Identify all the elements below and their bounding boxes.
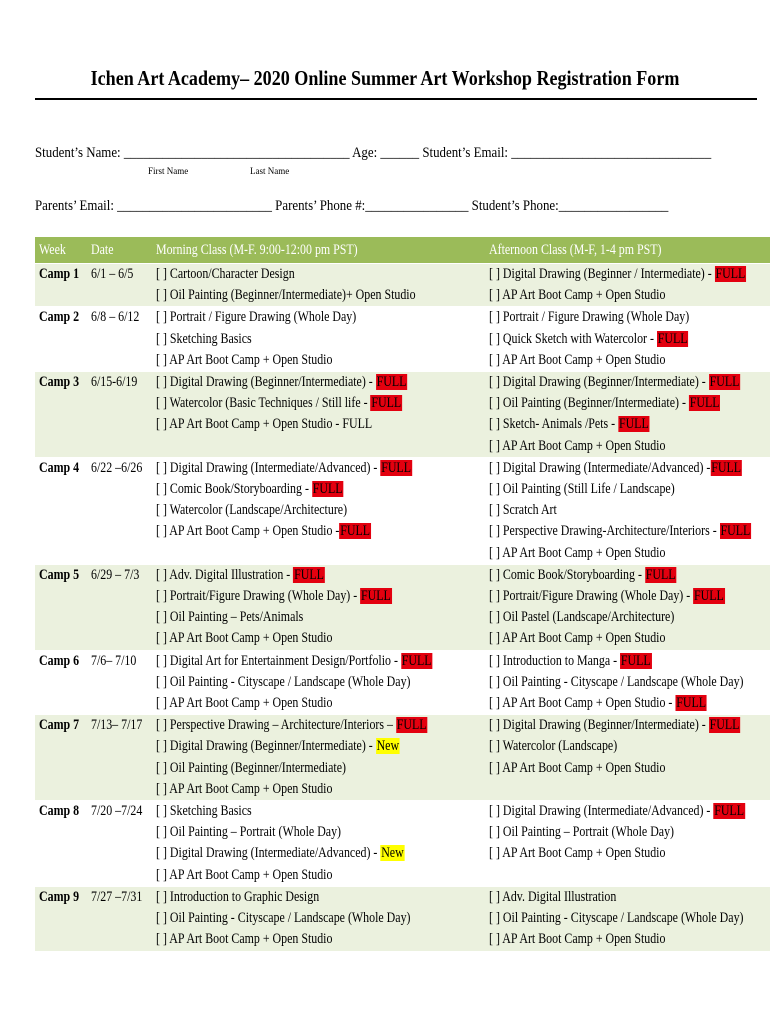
camp-label: Camp 2 — [39, 309, 80, 326]
class-option[interactable]: [ ] Watercolor (Basic Techniques / Still life - FULL — [155, 395, 401, 412]
camp-dates: 7/13– 7/17 — [87, 715, 152, 801]
table-row — [35, 307, 770, 372]
class-option[interactable]: [ ] Digital Drawing (Beginner / Intermediate) - FULL — [488, 266, 746, 282]
class-option[interactable]: [ ] AP Art Boot Camp + Open Studio — [488, 544, 666, 561]
camp-dates: 7/27 –7/31 — [87, 886, 152, 950]
new-badge: New — [376, 738, 399, 755]
morning-classes — [152, 801, 485, 887]
class-option[interactable]: [ ] Introduction to Graphic Design — [155, 888, 319, 905]
morning-classes — [152, 307, 485, 372]
full-badge: FULL — [711, 459, 741, 476]
class-option[interactable]: [ ] Oil Painting - Cityscape / Landscape (Whole Day) — [155, 673, 411, 690]
full-badge: FULL — [645, 566, 676, 583]
class-option[interactable]: [ ] AP Art Boot Camp + Open Studio - FULL — [488, 695, 706, 712]
class-option[interactable]: [ ] Digital Drawing (Intermediate/Advanced) - FULL — [488, 803, 744, 820]
new-badge: New — [380, 845, 404, 862]
class-option[interactable]: [ ] Perspective Drawing – Architecture/Interiors – FULL — [155, 717, 427, 734]
class-option[interactable]: [ ] Comic Book/Storyboarding - FULL — [488, 566, 676, 583]
class-option[interactable]: [ ] Digital Drawing (Intermediate/Advanced) - New — [155, 845, 404, 862]
class-option[interactable]: [ ] Comic Book/Storyboarding - FULL — [155, 481, 343, 498]
header-morning: Morning Class (M-F. 9:00-12:00 pm PST) — [152, 237, 485, 264]
class-option[interactable]: [ ] Oil Painting - Cityscape / Landscape (Whole Day) — [488, 910, 744, 927]
class-option[interactable]: [ ] Watercolor (Landscape/Architecture) — [155, 502, 347, 519]
full-badge: FULL — [376, 374, 407, 391]
camp-label: Camp 4 — [39, 459, 80, 476]
camp-label: Camp 6 — [39, 652, 80, 669]
page-title: Ichen Art Academy– 2020 Online Summer Art Workshop Registration Form — [90, 66, 680, 90]
morning-classes — [152, 650, 485, 715]
class-option[interactable]: [ ] Cartoon/Character Design — [155, 266, 295, 282]
class-option[interactable]: [ ] AP Art Boot Camp + Open Studio — [488, 630, 666, 647]
camp-label: Camp 5 — [35, 564, 87, 650]
title-divider — [35, 98, 757, 100]
camp-dates: 6/8 – 6/12 — [90, 309, 140, 326]
class-option[interactable]: [ ] Oil Painting (Beginner/Intermediate)+ Open Studio — [155, 287, 416, 304]
class-option[interactable]: [ ] Oil Painting (Beginner/Intermediate) — [155, 759, 346, 776]
class-option[interactable]: [ ] AP Art Boot Camp + Open Studio -FULL — [155, 523, 370, 540]
full-badge: FULL — [360, 588, 391, 605]
full-badge: FULL — [709, 717, 740, 734]
class-option[interactable]: [ ] Adv. Digital Illustration - FULL — [155, 566, 324, 583]
student-info-line[interactable]: Student’s Name: ___________________________________ Age: ______ Student’s Email: _______________________________ — [35, 145, 712, 161]
camp-label: Camp 3 — [35, 372, 87, 458]
full-badge: FULL — [618, 416, 649, 433]
camp-dates: 6/15-6/19 — [87, 372, 152, 458]
morning-classes — [152, 886, 485, 950]
class-option[interactable]: [ ] AP Art Boot Camp + Open Studio — [155, 351, 333, 368]
class-option[interactable]: [ ] AP Art Boot Camp + Open Studio — [155, 866, 333, 883]
class-option[interactable]: [ ] Oil Pastel (Landscape/Architecture) — [488, 609, 675, 626]
afternoon-classes — [485, 564, 770, 650]
header-afternoon: Afternoon Class (M-F, 1-4 pm PST) — [485, 237, 770, 264]
class-option[interactable]: [ ] Oil Painting – Pets/Animals — [155, 609, 304, 626]
table-row — [35, 715, 770, 801]
table-row — [35, 457, 770, 564]
morning-classes — [152, 715, 485, 801]
camp-label: Camp 1 — [35, 264, 87, 307]
class-option[interactable]: [ ] Quick Sketch with Watercolor - FULL — [488, 330, 688, 347]
table-row — [35, 564, 770, 650]
class-option[interactable]: [ ] Digital Drawing (Beginner/Intermediate) - FULL — [155, 374, 407, 391]
class-option[interactable]: [ ] Oil Painting (Still Life / Landscape) — [488, 481, 675, 498]
workshop-schedule-table — [35, 237, 770, 951]
class-option[interactable]: [ ] Perspective Drawing-Architecture/Interiors - FULL — [488, 523, 751, 540]
class-option[interactable]: [ ] Portrait/Figure Drawing (Whole Day) - FULL — [155, 588, 391, 605]
class-option[interactable]: [ ] AP Art Boot Camp + Open Studio — [488, 437, 666, 454]
afternoon-classes — [485, 801, 770, 887]
full-badge: FULL — [396, 717, 427, 734]
class-option[interactable]: [ ] AP Art Boot Camp + Open Studio — [155, 931, 333, 948]
full-badge: FULL — [693, 588, 724, 605]
full-badge: FULL — [720, 523, 751, 540]
class-option[interactable]: [ ] AP Art Boot Camp + Open Studio — [155, 695, 333, 712]
class-option[interactable]: [ ] Oil Painting – Portrait (Whole Day) — [488, 824, 674, 841]
first-name-caption: First Name — [148, 166, 189, 176]
camp-dates: 6/1 – 6/5 — [87, 264, 152, 307]
table-row — [35, 372, 770, 458]
schedule-body — [35, 264, 770, 951]
class-option[interactable]: [ ] Oil Painting - Cityscape / Landscape (Whole Day) — [155, 910, 411, 927]
class-option[interactable]: [ ] Adv. Digital Illustration — [488, 888, 617, 905]
class-option[interactable]: [ ] Digital Drawing (Intermediate/Advanced) -FULL — [488, 459, 741, 476]
full-badge: FULL — [371, 395, 401, 412]
class-option[interactable]: [ ] Portrait / Figure Drawing (Whole Day) — [155, 309, 357, 326]
table-row — [35, 886, 770, 950]
class-option[interactable]: [ ] AP Art Boot Camp + Open Studio — [155, 780, 333, 797]
class-option[interactable]: [ ] AP Art Boot Camp + Open Studio — [488, 759, 666, 776]
full-badge: FULL — [657, 330, 688, 347]
header-date: Date — [87, 237, 152, 264]
full-badge: FULL — [620, 652, 651, 669]
class-option[interactable]: [ ] Sketching Basics — [155, 330, 252, 347]
full-badge: FULL — [689, 395, 720, 412]
class-option[interactable]: [ ] Sketching Basics — [155, 803, 252, 820]
afternoon-classes — [485, 650, 770, 715]
class-option[interactable]: [ ] Digital Drawing (Beginner/Intermediate) - FULL — [488, 717, 740, 734]
class-option[interactable]: [ ] Digital Drawing (Beginner/Intermediate) - FULL — [488, 374, 740, 391]
class-option[interactable]: [ ] Digital Art for Entertainment Design/Portfolio - FULL — [155, 652, 432, 669]
class-option[interactable]: [ ] Portrait/Figure Drawing (Whole Day) - FULL — [488, 588, 724, 605]
header-week: Week — [35, 237, 87, 264]
class-option[interactable]: [ ] AP Art Boot Camp + Open Studio — [488, 351, 666, 368]
afternoon-classes — [485, 886, 770, 950]
class-option[interactable]: [ ] AP Art Boot Camp + Open Studio — [155, 630, 333, 647]
full-badge: FULL — [715, 266, 746, 282]
full-badge: FULL — [380, 459, 411, 476]
class-option[interactable]: [ ] Watercolor (Landscape) — [488, 738, 618, 755]
afternoon-classes — [485, 457, 770, 564]
full-badge: FULL — [709, 374, 740, 391]
class-option[interactable]: [ ] Sketch- Animals /Pets - FULL — [488, 416, 649, 433]
class-option[interactable]: [ ] Introduction to Manga - FULL — [488, 652, 651, 669]
class-option[interactable]: [ ] Digital Drawing (Intermediate/Advanced) - FULL — [155, 459, 411, 476]
full-badge: FULL — [714, 803, 744, 820]
full-badge: FULL — [293, 566, 324, 583]
camp-label: Camp 9 — [35, 886, 87, 950]
class-option[interactable]: [ ] AP Art Boot Camp + Open Studio — [488, 287, 666, 304]
table-row — [35, 264, 770, 307]
last-name-caption: Last Name — [250, 166, 290, 176]
full-badge: FULL — [312, 481, 343, 498]
afternoon-classes — [485, 715, 770, 801]
morning-classes — [152, 457, 485, 564]
class-option[interactable]: [ ] Digital Drawing (Beginner/Intermediate) - New — [155, 738, 399, 755]
class-option[interactable]: [ ] Oil Painting - Cityscape / Landscape (Whole Day) — [488, 673, 744, 690]
table-header-row — [35, 237, 770, 264]
table-row — [35, 801, 770, 887]
camp-dates: 7/6– 7/10 — [90, 652, 137, 669]
class-option[interactable]: [ ] AP Art Boot Camp + Open Studio - FULL — [155, 416, 372, 433]
class-option[interactable]: [ ] Scratch Art — [488, 502, 557, 519]
afternoon-classes — [485, 264, 770, 307]
camp-dates: 7/20 –7/24 — [90, 803, 143, 820]
morning-classes — [152, 264, 485, 307]
table-row — [35, 650, 770, 715]
class-option[interactable]: [ ] Oil Painting – Portrait (Whole Day) — [155, 824, 341, 841]
camp-label: Camp 7 — [35, 715, 87, 801]
class-option[interactable]: [ ] AP Art Boot Camp + Open Studio — [488, 845, 666, 862]
afternoon-classes — [485, 307, 770, 372]
morning-classes — [152, 372, 485, 458]
full-badge: FULL — [340, 523, 370, 540]
class-option[interactable]: [ ] Portrait / Figure Drawing (Whole Day) — [488, 309, 690, 326]
class-option[interactable]: [ ] AP Art Boot Camp + Open Studio — [488, 931, 666, 948]
morning-classes — [152, 564, 485, 650]
camp-dates: 6/22 –6/26 — [90, 459, 143, 476]
full-badge: FULL — [401, 652, 432, 669]
class-option[interactable]: [ ] Oil Painting (Beginner/Intermediate) - FULL — [488, 395, 720, 412]
afternoon-classes — [485, 372, 770, 458]
camp-dates: 6/29 – 7/3 — [87, 564, 152, 650]
parents-info-line[interactable]: Parents’ Email: ________________________ Parents’ Phone #:________________ Student’s Phone:_________________ — [35, 198, 669, 214]
full-badge: FULL — [676, 695, 706, 712]
camp-label: Camp 8 — [39, 803, 80, 820]
